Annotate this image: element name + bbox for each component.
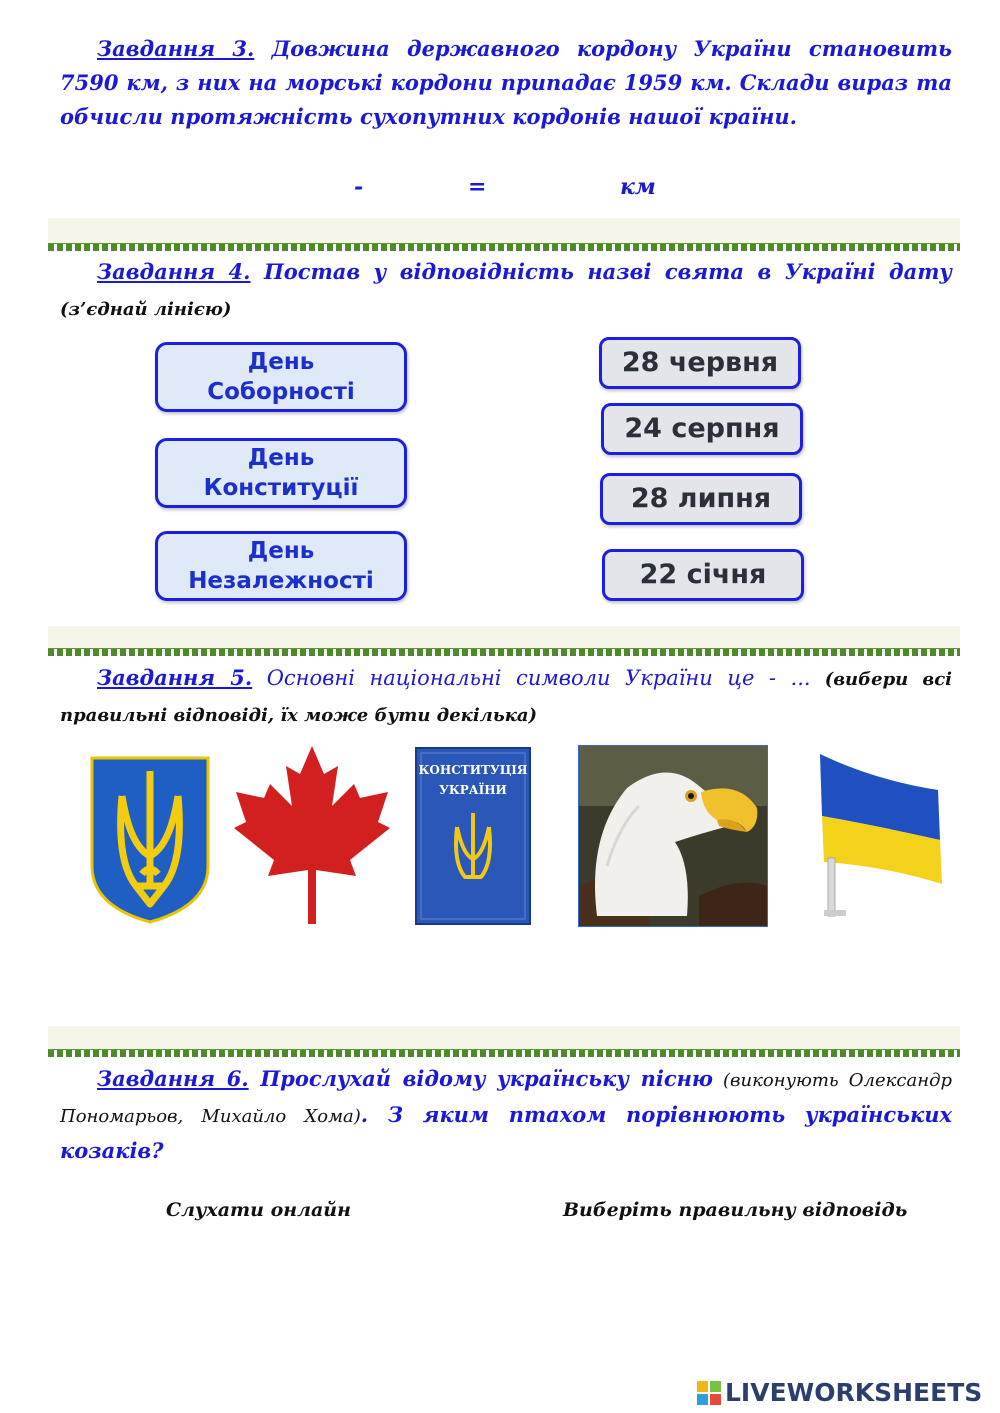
listen-online-link[interactable]: Слухати онлайн [166,1199,351,1221]
date-option[interactable]: 22 січня [602,549,804,601]
task3-text: Довжина державного кордону України становить 7590 км, з них на морські кордони припадає 1959 км. Склади вираз та обчисли протяжність сухопутних кордонів нашої країни. [60,36,952,129]
liveworksheets-logo [697,1378,997,1408]
trident-icon [90,756,210,924]
holiday-line1: День [247,349,315,375]
holiday-nezalezhnosti[interactable] [155,531,407,601]
task6-question: . З яким птахом порівнюють українських козаків? [60,1102,952,1163]
separator-dashes [48,648,960,656]
holiday-line2: Конституції [203,475,359,501]
task4-paragraph [60,255,952,327]
equation-minus: - [354,174,364,200]
date-option[interactable]: 28 липня [600,473,802,525]
eagle-option[interactable] [578,745,768,927]
separator-dashes [48,243,960,251]
answer-input-1[interactable] [230,172,344,202]
eagle-icon [579,746,767,926]
task4-label: Завдання 4. [97,259,251,284]
task4-hint: (з’єднай лінією) [60,299,232,320]
flag-option[interactable] [814,750,944,922]
holiday-sobornosti[interactable] [155,342,407,412]
task6-text: Прослухай відому українську пісню [248,1066,713,1091]
equation-equals: = [468,174,487,200]
task3-paragraph [60,32,952,134]
holiday-konstytutsii[interactable] [155,438,407,508]
holiday-line1: День [247,445,315,471]
book-title-line2: УКРАЇНИ [439,783,507,797]
separator-dashes [48,1049,960,1057]
task5-paragraph [60,661,952,733]
coat-of-arms-option[interactable] [90,756,210,924]
task3-label: Завдання 3. [97,36,255,61]
constitution-option[interactable] [415,747,531,925]
answer-input-2[interactable] [372,172,466,202]
holiday-line2: Незалежності [188,568,374,594]
date-option[interactable]: 24 серпня [601,403,803,455]
flag-icon [814,750,944,922]
task6-label: Завдання 6. [97,1066,249,1091]
maple-leaf-option[interactable] [232,744,392,926]
answer-input-3[interactable] [490,172,614,202]
task6-paragraph [60,1062,952,1168]
date-option[interactable]: 28 червня [599,337,801,389]
task5-text: Основні національні символи України це - ... [252,666,811,690]
holiday-line2: Соборності [207,379,355,405]
book-title [415,760,531,800]
task5-hint: (вибери всі правильні відповіді, їх може бути декілька) [60,669,953,726]
maple-leaf-icon [232,744,392,926]
task6-hint: (виконують Олександр Пономарьов, Михайло Хома) [60,1070,952,1127]
book-title-line1: КОНСТИТУЦІЯ [418,763,528,777]
task4-text: Постав у відповідність назві свята в Україні дату [250,259,952,284]
logo-grid-icon [697,1381,721,1405]
choose-answer-dropdown[interactable]: Виберіть правильну відповідь [563,1199,908,1221]
equation-unit: км [620,174,656,200]
holiday-line1: День [247,538,315,564]
brand-text: LIVEWORKSHEETS [725,1378,983,1407]
task5-label: Завдання 5. [97,665,253,690]
separator-band [48,218,960,244]
